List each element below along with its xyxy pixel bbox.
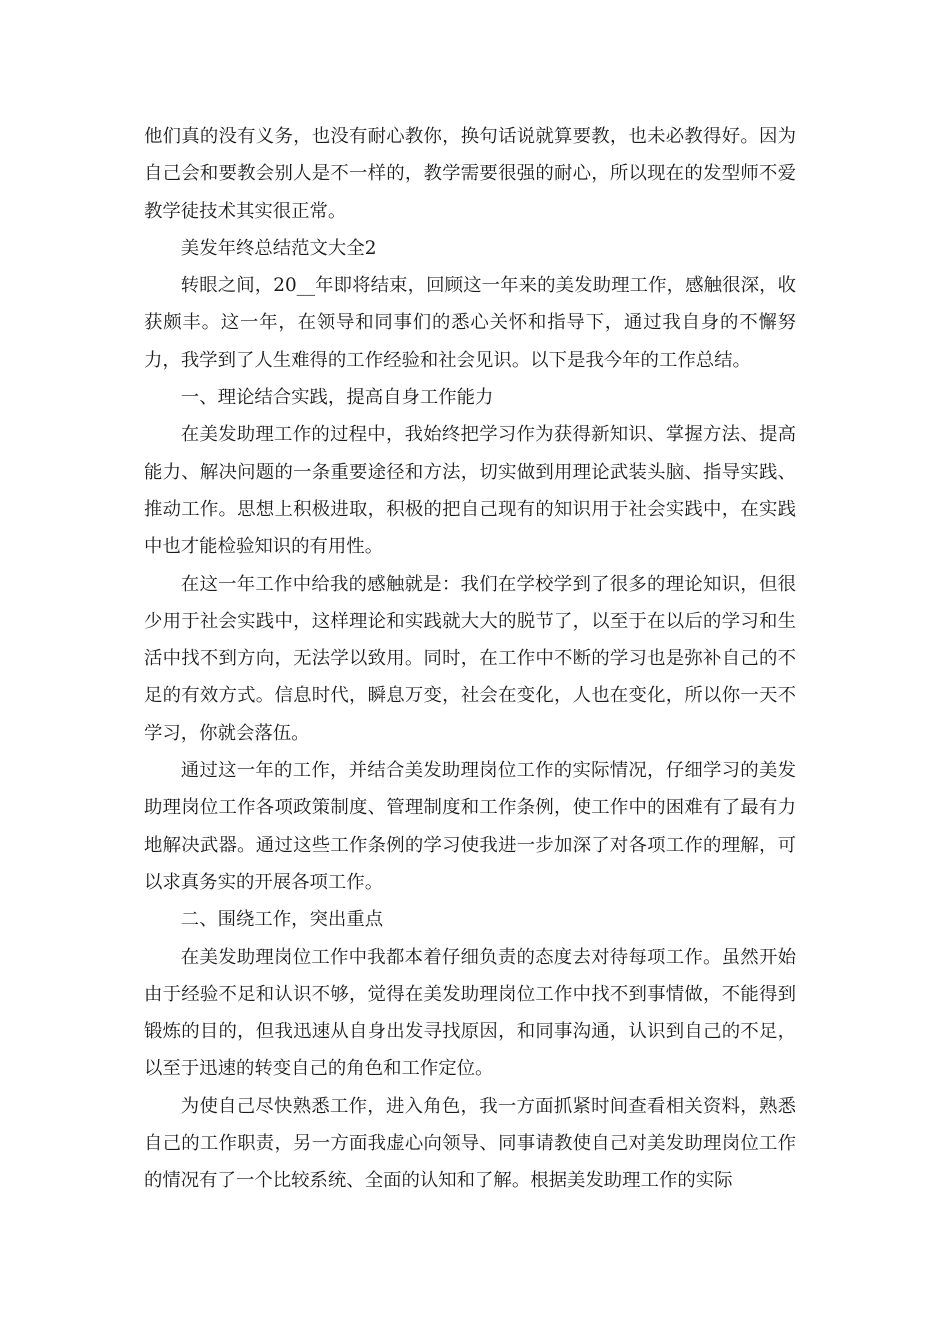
- heading-two: 二、围绕工作，突出重点: [180, 909, 384, 931]
- paragraph: 在美发助理工作的过程中，我始终把学习作为获得新知识、掌握方法、提高能力、解决问题的一条重要途径和方法，切实做到用理论武装头脑、指导实践、推动工作。思想上积极进取，积极的把自己现有的知识用于社会实践中，在实践中也才能检验知识的有用性。: [144, 424, 796, 558]
- paragraph-intro: 转眼之间，20__年即将结束，回顾这一年来的美发助理工作，感触很深，收获颇丰。这一年，在领导和同事们的悉心关怀和指导下，通过我自身的不懈努力，我学到了人生难得的工作经验和社会见识。以下是我今年的工作总结。: [144, 275, 796, 371]
- section-title: 美发年终总结范文大全2: [180, 237, 377, 259]
- paragraph: 在这一年工作中给我的感触就是：我们在学校学到了很多的理论知识，但很少用于社会实践中，这样理论和实践就大大的脱节了，以至于在以后的学习和生活中找不到方向，无法学以致用。同时，在工作中不断的学习也是弥补自己的不足的有效方式。信息时代，瞬息万变，社会在变化，人也在变化，所以你一天不学习，你就会落伍。: [144, 573, 796, 744]
- heading-one: 一、理论结合实践，提高自身工作能力: [180, 387, 494, 409]
- paragraph: 在美发助理岗位工作中我都本着仔细负责的态度去对待每项工作。虽然开始由于经验不足和认识不够，觉得在美发助理岗位工作中找不到事情做，不能得到锻炼的目的，但我迅速从自身出发寻找原因，和同事沟通，认识到自己的不足，以至于迅速的转变自己的角色和工作定位。: [144, 946, 796, 1080]
- paragraph-truncated: 为使自己尽快熟悉工作，进入角色，我一方面抓紧时间查看相关资料，熟悉自己的工作职责，另一方面我虚心向领导、同事请教使自己对美发助理岗位工作的情况有了一个比较系统、全面的认知和了解。根据美发助理工作的实际: [144, 1095, 796, 1192]
- document-body: [144, 118, 796, 1200]
- paragraph-continuation: 他们真的没有义务，也没有耐心教你，换句话说就算要教，也未必教得好。因为自己会和要教会别人是不一样的，教学需要很强的耐心，所以现在的发型师不爱教学徒技术其实很正常。: [144, 126, 796, 222]
- paragraph: 通过这一年的工作，并结合美发助理岗位工作的实际情况，仔细学习的美发助理岗位工作各项政策制度、管理制度和工作条例，使工作中的困难有了最有力地解决武器。通过这些工作条例的学习使我进一步加深了对各项工作的理解，可以求真务实的开展各项工作。: [144, 760, 796, 893]
